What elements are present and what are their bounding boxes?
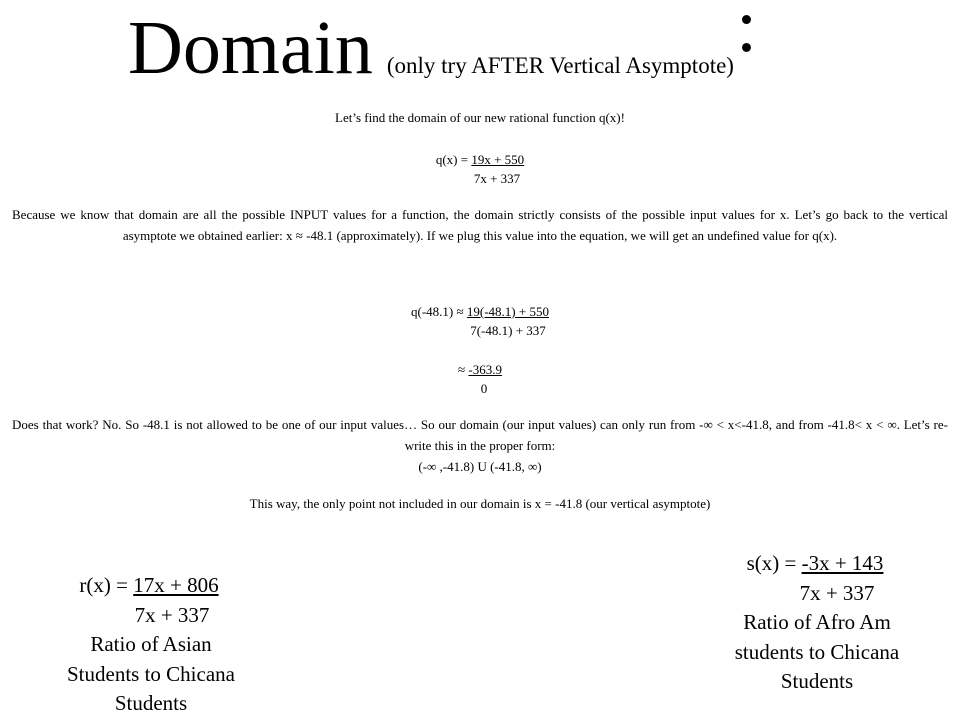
r-function-label: r(x) = (79, 573, 134, 597)
domain-interval: (-∞ ,-41.8) U (-41.8, ∞) (418, 459, 542, 474)
r-function-line (10, 571, 292, 601)
r-function-block (10, 571, 292, 719)
title-colon: : (735, 0, 758, 68)
s-function-line (676, 549, 958, 579)
eval-step-1-label: q(-48.1) ≈ (411, 304, 467, 319)
s-function-numerator: -3x + 143 (801, 551, 884, 575)
s-function-block (676, 549, 958, 697)
eval-step-2-denominator: 0 (480, 381, 488, 396)
eval-step-1-denominator: 7(-48.1) + 337 (470, 323, 546, 338)
domain-conclusion-paragraph: Does that work? No. So -48.1 is not allowed to be one of our input values… So our domain (our input values) can only run from -∞ < x<-41.8, and from -41.8< x < ∞. Let’s re- write this in the proper form: (12, 417, 948, 453)
r-function-description-line-1: Ratio of Asian (90, 632, 212, 656)
asymptote-conclusion: This way, the only point not included in our domain is x = -41.8 (our vertical asymptote) (249, 496, 711, 511)
s-function-description-line-2: students to Chicana (734, 639, 900, 664)
eval-step-1-numerator: 19(-48.1) + 550 (466, 304, 549, 319)
title-note: (only try AFTER Vertical Asymptote) (386, 53, 734, 78)
s-function-label: s(x) = (746, 551, 802, 575)
evaluation-step-1 (0, 302, 960, 321)
evaluation-step-2 (0, 360, 960, 379)
r-function-numerator: 17x + 806 (133, 573, 219, 597)
r-function-description-line-3: Students (114, 691, 188, 715)
q-function-denominator: 7x + 337 (473, 171, 521, 186)
domain-explanation-paragraph: Because we know that domain are all the possible INPUT values for a function, the domain strictly consists of the possible input values for x. Let’s go back to the vertical asymptote we obtained earlier: x ≈ -48.1 (approximately). If we plug this value into the equation, we will get an undefined value for q(x). (12, 207, 948, 243)
title-main: Domain (128, 6, 373, 90)
r-function-description-line-2: Students to Chicana (67, 661, 235, 686)
q-function-line (0, 150, 960, 169)
eval-step-2-numerator: -363.9 (468, 362, 502, 377)
slide-title (128, 0, 758, 90)
intro-text: Let’s find the domain of our new rational function q(x)! (335, 110, 625, 125)
q-function-numerator: 19x + 550 (471, 152, 525, 167)
q-function-label: q(x) = (435, 152, 472, 167)
r-function-denominator: 7x + 337 (134, 602, 210, 627)
eval-step-2-label: ≈ (458, 362, 469, 377)
s-function-description-line-3: Students (780, 669, 854, 693)
s-function-description-line-1: Ratio of Afro Am (743, 610, 891, 634)
s-function-denominator: 7x + 337 (799, 580, 875, 605)
